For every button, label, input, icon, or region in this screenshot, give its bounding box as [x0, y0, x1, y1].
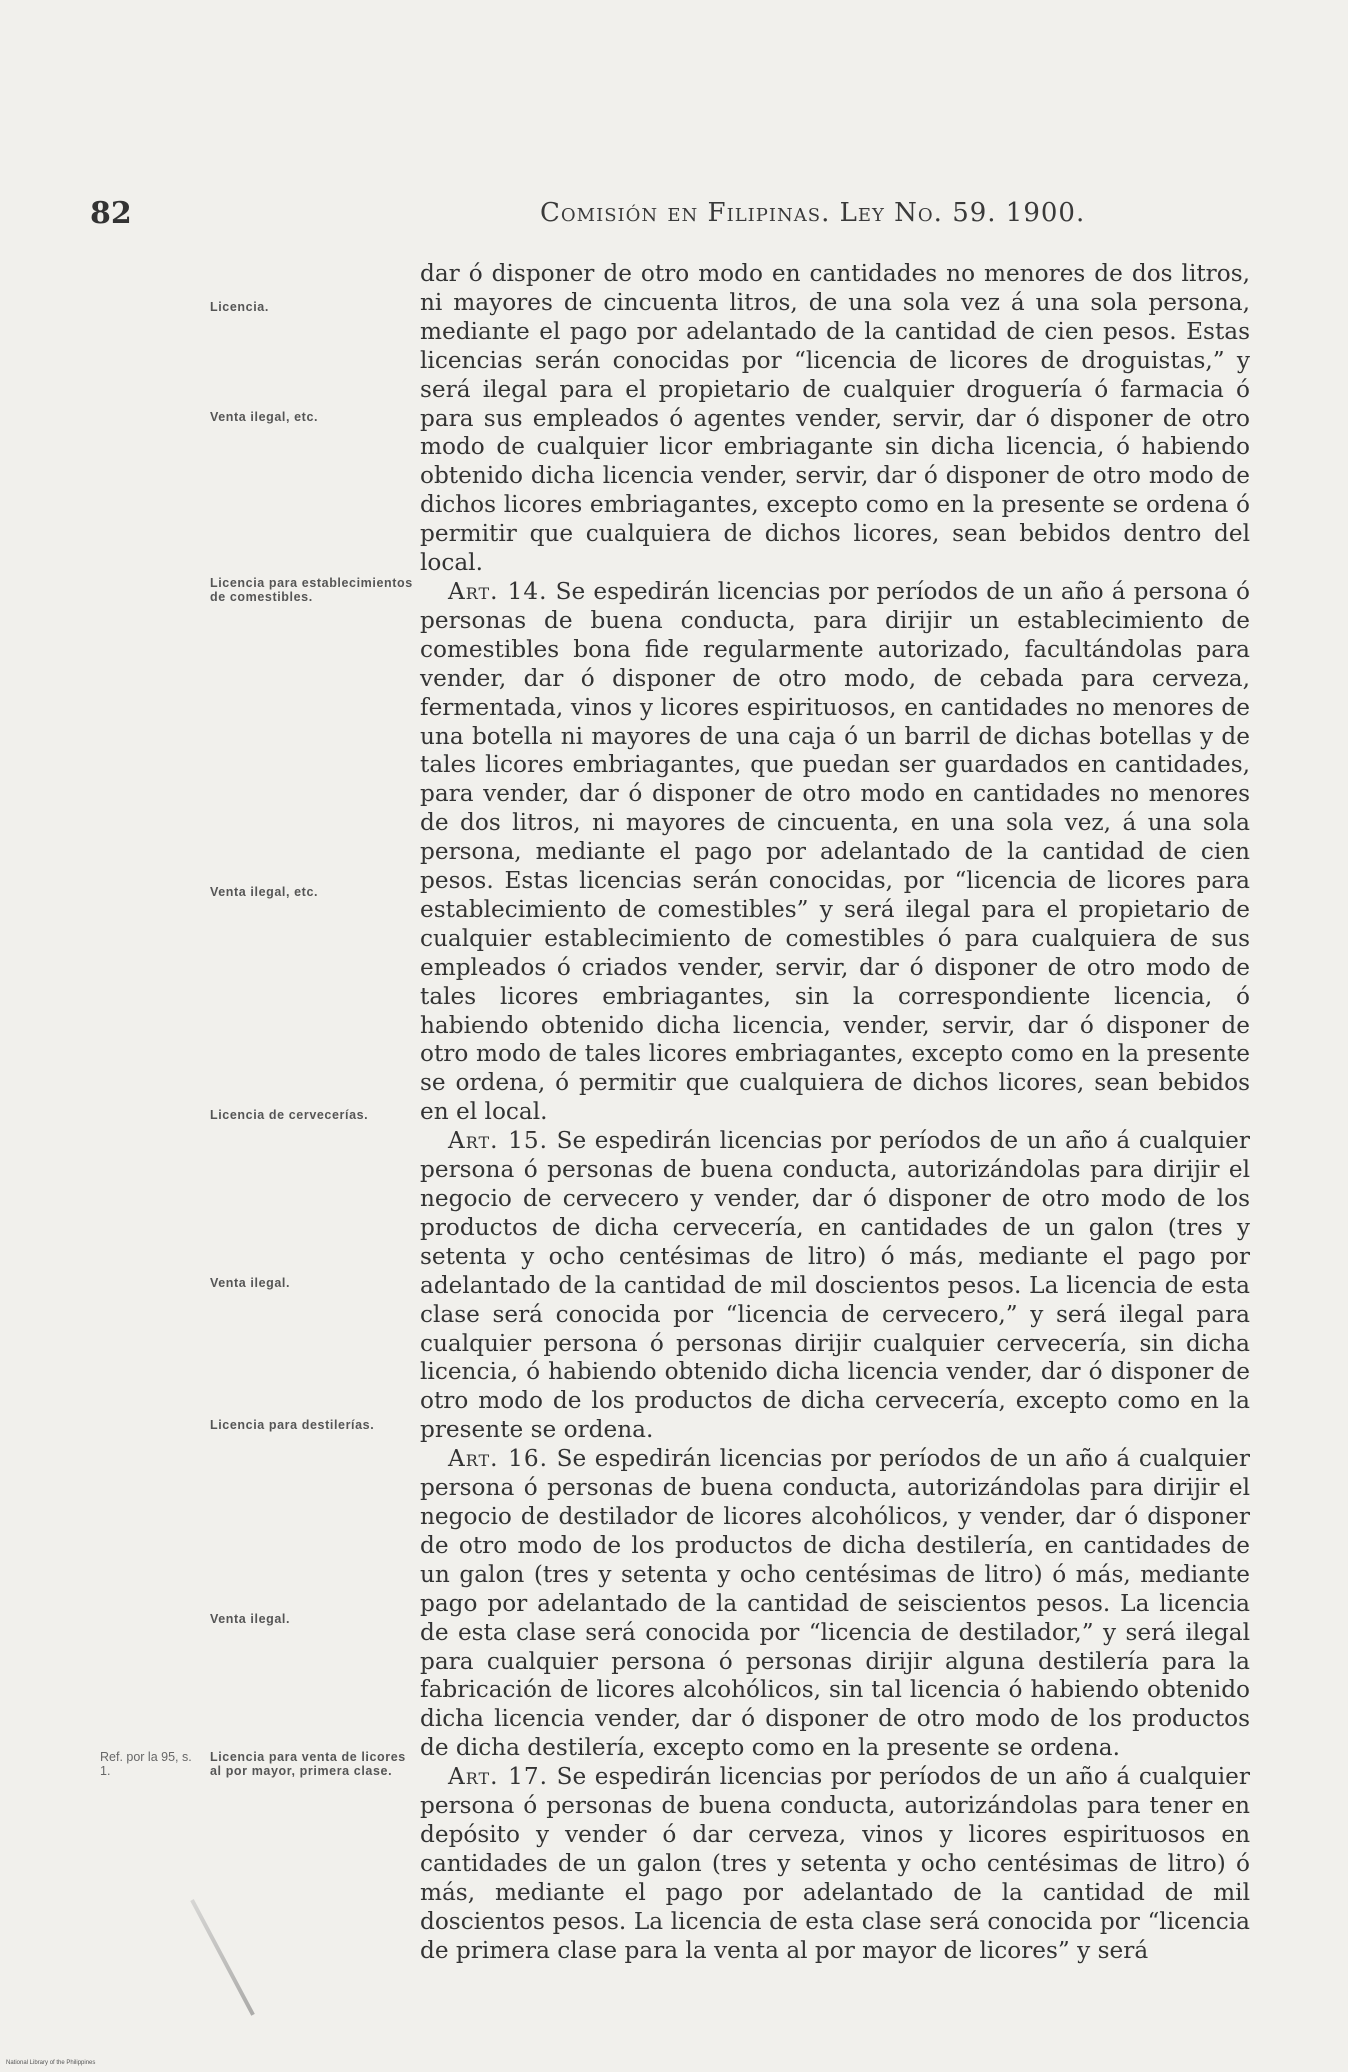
- margin-note: Venta ilegal, etc.: [210, 410, 319, 424]
- article-label: Art. 15.: [448, 1127, 549, 1155]
- paragraph-text: dar ó disponer de otro modo en cantidades no menores de dos litros, ni mayores de cincuenta litros, de una sola vez á una sola persona, mediante el pago por adelantado de la cantidad de cien pesos. Estas licencias serán conocidas por “licencia de licores de droguistas,” y será ilegal para el propietario de cualquier droguería ó farmacia ó para sus empleados ó agentes vender, servir, dar ó disponer de otro modo de cualquier licor embriagante sin dicha licencia, ó habiendo obtenido dicha licencia vender, servir, dar ó disponer de otro modo de dichos licores embriagantes, excepto como en la presente se ordena ó permitir que cualquiera de dichos licores, sean bebidos dentro del local.: [420, 260, 1250, 577]
- margin-note: Licencia de cervecerías.: [210, 1108, 369, 1122]
- reference-note: Ref. por la 95, s. 1.: [100, 1750, 192, 1778]
- running-head: Comisión en Filipinas. Ley No. 59. 1900.: [540, 198, 1086, 228]
- article-14: [420, 578, 1250, 1127]
- page-number: 82: [90, 196, 132, 231]
- article-label: Art. 16.: [448, 1445, 549, 1473]
- margin-note: Venta ilegal.: [210, 1276, 291, 1290]
- article-15: [420, 1127, 1250, 1445]
- article-16: [420, 1445, 1250, 1763]
- paragraph-continuation: [420, 260, 1250, 578]
- paragraph-text: Se espedirán licencias por períodos de un año á persona ó personas de buena conducta, para dirijir un establecimiento de comestibles bona fide regularmente autorizado, facultándolas para vender, dar ó disponer de otro modo, de cebada para cerveza, fermentada, vinos y licores espirituosos, en cantidades no menores de una botella ni mayores de una caja ó un barril de dichas botellas y de tales licores embriagantes, que puedan ser guardados en cantidades, para vender, dar ó disponer de otro modo en cantidades no menores de dos litros, ni mayores de cincuenta, en una sola vez, á una sola persona, mediante el pago por adelantado de la cantidad de cien pesos. Estas licencias serán conocidas, por “licencia de licores para establecimiento de comestibles” y será ilegal para el propietario de cualquier establecimiento de comestibles ó para cualquiera de sus empleados ó criados vender, servir, dar ó disponer de otro modo de tales licores embriagantes, sin la correspondiente licencia, ó habiendo obtenido dicha licencia, vender, servir, dar ó disponer de otro modo de tales licores embriagantes, excepto como en la presente se ordena, ó permitir que cualquiera de dichos licores, sean bebidos en el local.: [420, 577, 1250, 1126]
- article-17: [420, 1763, 1250, 1965]
- margin-note: Licencia para establecimientos de comestibles.: [210, 576, 413, 604]
- article-label: Art. 17.: [448, 1763, 549, 1791]
- margin-note: Venta ilegal, etc.: [210, 885, 319, 899]
- scan-artifact: [190, 1899, 255, 2016]
- paragraph-text: Se espedirán licencias por períodos de un año á cualquier persona ó personas de buena conducta, autorizándolas para tener en depósito y vender ó dar cerveza, vinos y licores espirituosos en cantidades de un galon (tres y setenta y ocho centésimas de litro) ó más, mediante el pago por adelantado de la cantidad de mil doscientos pesos. La licencia de esta clase será conocida por “licencia de primera clase para la venta al por mayor de licores” y será: [420, 1763, 1250, 1964]
- margin-note: Licencia para destilerías.: [210, 1418, 375, 1432]
- paragraph-text: Se espedirán licencias por períodos de un año á cualquier persona ó personas de buena conducta, autorizándolas para dirijir el negocio de cervecero y vender, dar ó disponer de otro modo de los productos de dicha cervecería, en cantidades de un galon (tres y setenta y ocho centésimas de litro) ó más, mediante el pago por adelantado de la cantidad de mil doscientos pesos. La licencia de esta clase será conocida por “licencia de cervecero,” y será ilegal para cualquier persona ó personas dirijir cualquier cervecería, sin dicha licencia, ó habiendo obtenido dicha licencia vender, dar ó disponer de otro modo de los productos de dicha cervecería, excepto como en la presente se ordena.: [420, 1127, 1250, 1444]
- article-label: Art. 14.: [448, 577, 548, 605]
- paragraph-text: Se espedirán licencias por períodos de un año á cualquier persona ó personas de buena conducta, autorizándolas para dirijir el negocio de destilador de licores alcohólicos, y vender, dar ó disponer de otro modo de los productos de dicha destilería, en cantidades de un galon (tres y setenta y ocho centésimas de litro) ó más, mediante pago por adelantado de la cantidad de seiscientos pesos. La licencia de esta clase será conocida por “licencia de destilador,” y será ilegal para cualquier persona ó personas dirijir alguna destilería para la fabricación de licores alcohólicos, sin tal licencia ó habiendo obtenido dicha licencia vender, dar ó disponer de otro modo de los productos de dicha destilería, excepto como en la presente se ordena.: [420, 1445, 1250, 1762]
- margin-note: Licencia para venta de licores al por mayor, primera clase.: [210, 1750, 406, 1778]
- scan-footer: National Library of the Philippines: [6, 2060, 96, 2066]
- page-header: [0, 196, 1348, 236]
- margin-note: Venta ilegal.: [210, 1612, 291, 1626]
- body-text: [420, 260, 1250, 1965]
- margin-note: Licencia.: [210, 300, 269, 314]
